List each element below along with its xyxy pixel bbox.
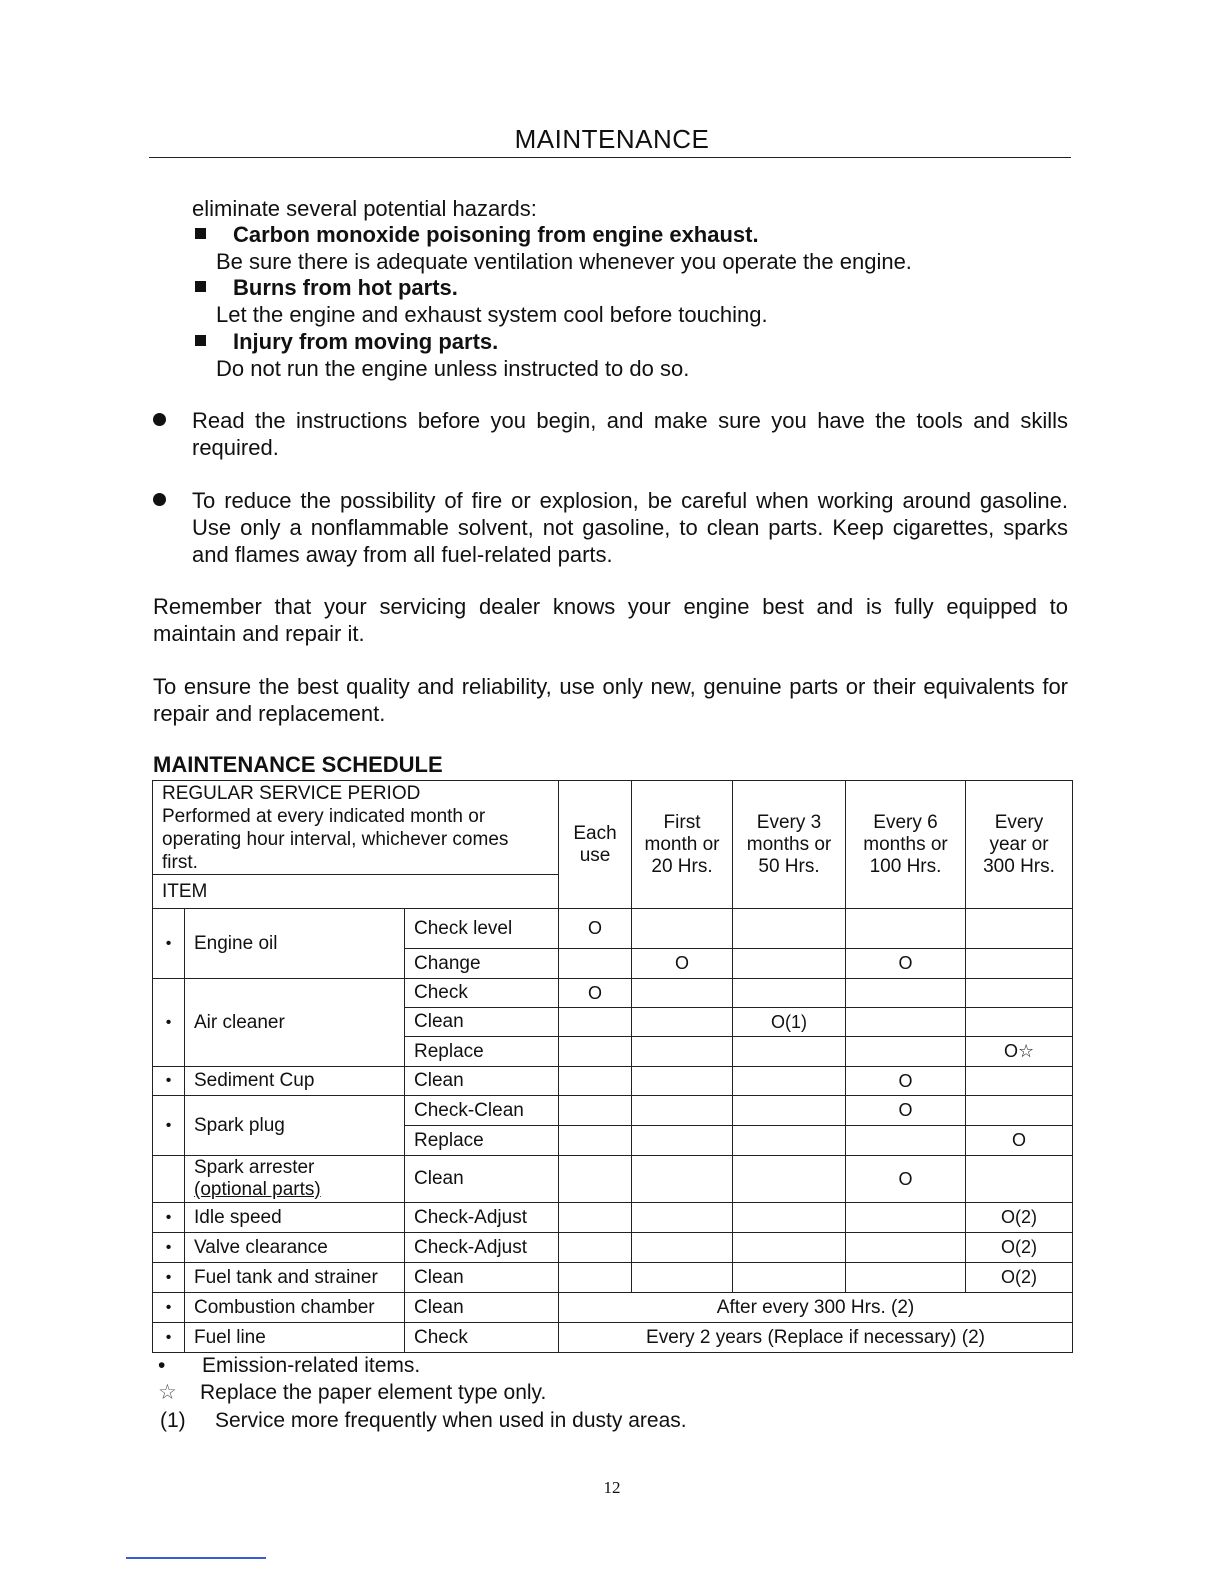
item-air-cleaner: Air cleaner	[185, 979, 405, 1067]
hazard-title-co: Carbon monoxide poisoning from engine exhaust.	[233, 222, 759, 247]
hazard-text-burns: Let the engine and exhaust system cool before touching.	[216, 302, 768, 327]
footnote-emission: Emission-related items.	[202, 1354, 421, 1377]
table-row: • Fuel tank and strainer Clean O(2)	[153, 1263, 1073, 1293]
paragraph-parts: To ensure the best quality and reliability, use only new, genuine parts or their equivalents for repair and replacement.	[153, 674, 1068, 726]
bullet-fire: To reduce the possibility of fire or explosion, be careful when working around gasoline. Use only a nonflammable solvent, not gasoline, to clean parts. Keep cigarettes, sparks and flames away from all fuel-related parts.	[192, 488, 1068, 567]
item-engine-oil: Engine oil	[185, 909, 405, 979]
item-valve-clearance: Valve clearance	[185, 1233, 405, 1263]
table-row: Change O O	[153, 949, 1073, 979]
table-row: Replace O	[153, 1126, 1073, 1156]
table-row: Replace O☆	[153, 1037, 1073, 1067]
item-header: ITEM	[153, 875, 559, 909]
round-bullet-icon	[153, 493, 166, 506]
table-row: • Idle speed Check-Adjust O(2)	[153, 1203, 1073, 1233]
intro-lead: eliminate several potential hazards:	[192, 196, 537, 221]
item-fuel-line: Fuel line	[185, 1323, 405, 1353]
square-bullet-icon	[195, 335, 206, 346]
footnote-bullet-symbol: •	[158, 1354, 166, 1377]
item-idle-speed: Idle speed	[185, 1203, 405, 1233]
hazard-title-burns: Burns from hot parts.	[233, 275, 458, 300]
col-first-month: First month or 20 Hrs.	[632, 781, 733, 909]
emission-bullet: •	[153, 909, 185, 979]
footnote-number: (1)	[160, 1409, 186, 1432]
header-divider	[149, 157, 1071, 158]
table-row: • Combustion chamber Clean After every 300 Hrs. (2)	[153, 1293, 1073, 1323]
footnote-dusty: Service more frequently when used in dusty areas.	[215, 1409, 687, 1432]
table-row: • Sediment Cup Clean O	[153, 1067, 1073, 1096]
table-row: • Valve clearance Check-Adjust O(2)	[153, 1233, 1073, 1263]
span-fuel-line: Every 2 years (Replace if necessary) (2)	[559, 1323, 1073, 1353]
hazard-text-moving: Do not run the engine unless instructed to do so.	[216, 356, 690, 381]
footnote-paper-element: Replace the paper element type only.	[200, 1381, 547, 1404]
maintenance-schedule-table	[152, 780, 1073, 1353]
table-row: • Spark plug Check-Clean O	[153, 1096, 1073, 1126]
round-bullet-icon	[153, 413, 166, 426]
square-bullet-icon	[195, 281, 206, 292]
table-row: • Fuel line Check Every 2 years (Replace if necessary) (2)	[153, 1323, 1073, 1353]
item-spark-arrester: Spark arrester (optional parts)	[185, 1156, 405, 1203]
col-each-use: Each use	[559, 781, 632, 909]
item-combustion-chamber: Combustion chamber	[185, 1293, 405, 1323]
col-every-6-months: Every 6 months or 100 Hrs.	[846, 781, 966, 909]
star-icon: ☆	[158, 1381, 177, 1404]
col-every-3-months: Every 3 months or 50 Hrs.	[733, 781, 846, 909]
span-combustion: After every 300 Hrs. (2)	[559, 1293, 1073, 1323]
table-row: Clean O(1)	[153, 1008, 1073, 1037]
table-row: • Engine oil Check level O	[153, 909, 1073, 949]
bullet-instructions: Read the instructions before you begin, and make sure you have the tools and skills required.	[192, 408, 1068, 460]
page-title: MAINTENANCE	[514, 124, 710, 154]
item-sediment-cup: Sediment Cup	[185, 1067, 405, 1096]
square-bullet-icon	[195, 228, 206, 239]
table-row: Spark arrester (optional parts) Clean O	[153, 1156, 1073, 1203]
hazard-text-co: Be sure there is adequate ventilation whenever you operate the engine.	[216, 249, 912, 274]
paragraph-dealer: Remember that your servicing dealer knows your engine best and is fully equipped to maintain and repair it.	[153, 594, 1068, 646]
hazard-title-moving: Injury from moving parts.	[233, 329, 499, 354]
item-fuel-tank: Fuel tank and strainer	[185, 1263, 405, 1293]
item-spark-plug: Spark plug	[185, 1096, 405, 1156]
bottom-divider	[126, 1557, 266, 1559]
period-header: REGULAR SERVICE PERIOD Performed at every indicated month or operating hour interval, whichever comes first.	[153, 781, 559, 875]
page-number: 12	[603, 1478, 621, 1497]
table-row: • Air cleaner Check O	[153, 979, 1073, 1008]
col-every-year: Every year or 300 Hrs.	[966, 781, 1073, 909]
schedule-title: MAINTENANCE SCHEDULE	[153, 752, 443, 777]
